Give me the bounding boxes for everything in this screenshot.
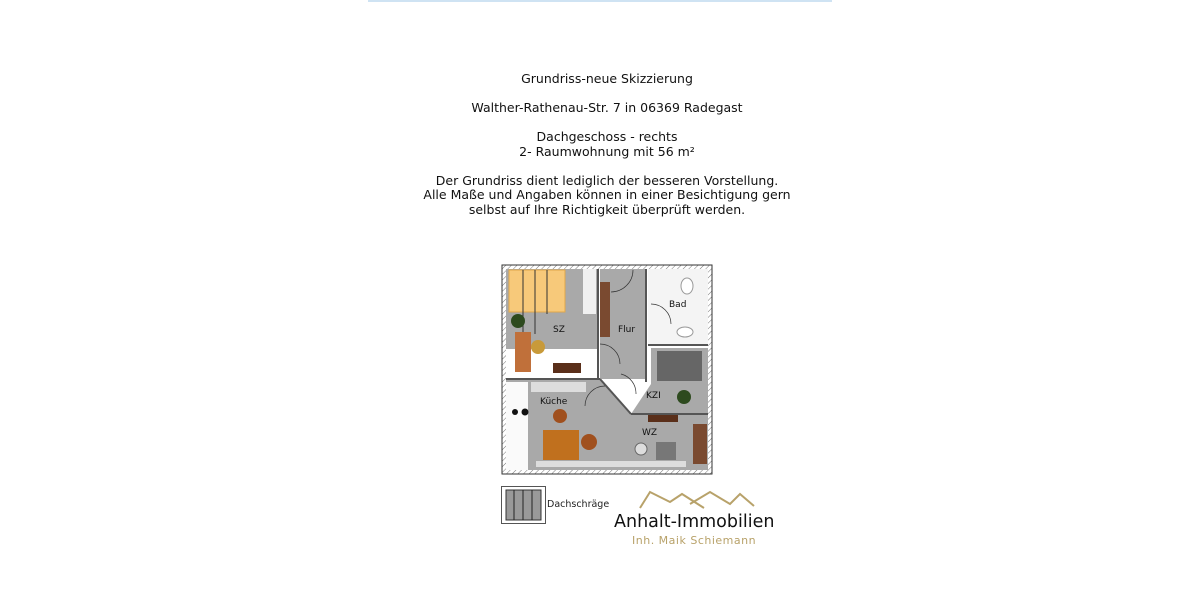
room-label-sz: SZ [553, 325, 565, 335]
tv-board [648, 414, 678, 422]
top-divider [368, 0, 832, 2]
dachschraege-legend-icon [501, 486, 546, 524]
wardrobe [600, 282, 610, 337]
legend-label: Dachschräge [547, 499, 610, 510]
disclaimer-line: Der Grundriss dient lediglich der besseren Vorstellung. [435, 172, 779, 188]
sofa-bed [657, 351, 702, 381]
disclaimer-line: Alle Maße und Angaben können in einer Besichtigung gern [423, 187, 791, 202]
plant [677, 390, 691, 404]
title: Grundriss-neue Skizzierung [521, 71, 693, 86]
room-label-bad: Bad [669, 300, 687, 310]
room-label-flur: Flur [618, 325, 636, 335]
floor-plan [501, 264, 713, 475]
document-header [400, 72, 814, 217]
apartment-size: 2- Raumwohnung mit 56 m² [519, 143, 695, 159]
room-label-wz: WZ [642, 428, 658, 438]
dresser [553, 363, 581, 373]
floor: Dachgeschoss - rechts [536, 129, 678, 144]
cabinet [693, 424, 707, 464]
address: Walther-Rathenau-Str. 7 in 06369 Radegast [471, 100, 743, 115]
armchair [656, 442, 676, 460]
logo-subtitle: Inh. Maik Schiemann [632, 534, 757, 547]
sink [677, 327, 693, 337]
bed [509, 270, 565, 312]
kitchen-unit [531, 382, 586, 392]
room-label-kzi: KZI [646, 391, 661, 401]
toilet [681, 278, 693, 294]
window [536, 461, 686, 467]
chair [531, 340, 545, 354]
kitchen-counter [506, 382, 528, 470]
plant [635, 443, 647, 455]
room-label-kueche: Küche [540, 397, 568, 407]
desk [515, 332, 531, 372]
logo-name: Anhalt-Immobilien [614, 512, 775, 532]
disclaimer-line: selbst auf Ihre Richtigkeit überprüft werden. [468, 201, 746, 217]
plant [511, 314, 525, 328]
dining-table [543, 430, 579, 460]
